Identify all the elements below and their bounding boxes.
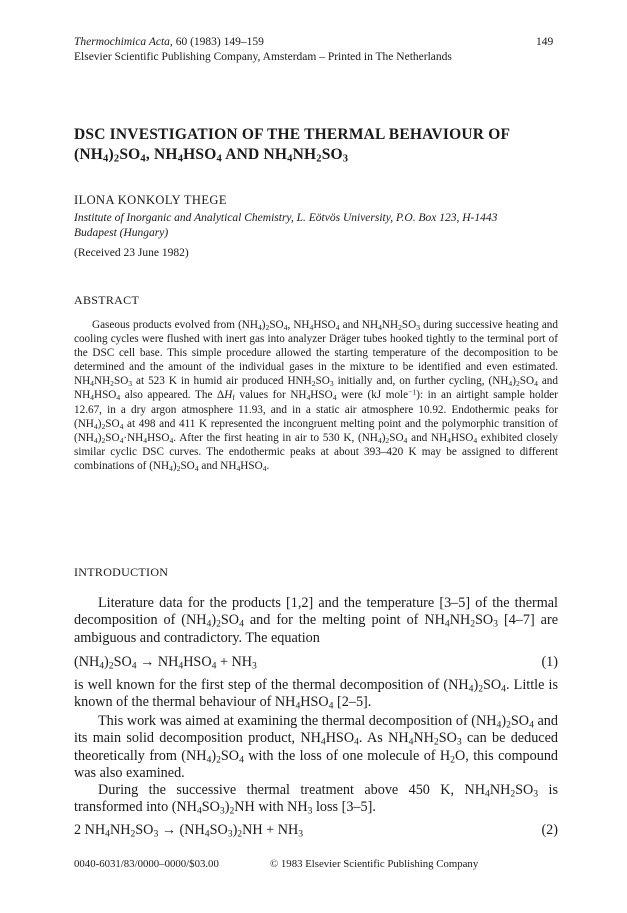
article-title-line-1: DSC INVESTIGATION OF THE THERMAL BEHAVIOUR OF xyxy=(74,126,511,143)
publisher-line: Elsevier Scientific Publishing Company, Amsterdam – Printed in The Netherlands xyxy=(74,51,452,63)
footer-issn-code: 0040-6031/83/0000–0000/$03.00 xyxy=(74,858,219,870)
author-name: ILONA KONKOLY THEGE xyxy=(74,193,227,207)
abstract-body: Gaseous products evolved from $(NH_4)_2SO_4$, $NH_4HSO_4$ and $NH_4NH_2SO_3$ during successive heating and cooling cycles were flushed with inert gas into analyzer Dräger tubes hooked tightly to the terminal port of the DSC cell base. This simple procedure allowed the starting temperature of the decomposition to be determined and the amount of the individual gases in the mixture to be identified and even estimated. $NH_4NH_2SO_3$ at 523 K in humid air produced $HNH_2SO_3$ initially and, on further cycling, $(NH_4)_2SO_4$ and $NH_4HSO_4$ also appeared. The $\Delta H_f$ values for $NH_4HSO_4$ were (kJ mole$^{-1}$): in an airtight sample holder 12.67, in a dry argon atmosphere 11.93, and in a static air atmosphere 10.92. Endothermic peaks for $(NH_4)_2SO_4$ at 498 and 411 K represented the incongruent melting point and the polymorphic transition of $(NH_4)_2SO_4\cdot NH_4HSO_4$. After the first heating in air to 530 K, $(NH_4)_2SO_4$ and $NH_4HSO_4$ exhibited closely similar cyclic DSC curves. The endothermic peaks at about 393–420 K may be assigned to different combinations of $(NH_4)_2SO_4$ and $NH_4HSO_4$. xyxy=(74,319,558,473)
intro-paragraph-3: This work was aimed at examining the thermal decomposition of $(NH_4)_2SO_4$ and its main solid decomposition product, $NH_4HSO_4$. As $NH_4NH_2SO_3$ can be deduced theoretically from $(NH_4)_2SO_4$ with the loss of one molecule of $H_2O$, this compound was also examined. xyxy=(74,713,559,782)
page-number: 149 xyxy=(536,36,554,48)
journal-citation xyxy=(74,35,264,49)
abstract-heading: ABSTRACT xyxy=(74,293,140,307)
equation-1: $(NH_4)_2SO_4 \to NH_4HSO_4 + NH_3$ (1) xyxy=(74,654,558,672)
equation-2: 2 $NH_4NH_2SO_3 \to (NH_4SO_3)_2NH + NH_3$ (2) xyxy=(74,822,558,840)
equation-2-number: (2) xyxy=(541,822,558,838)
intro-paragraph-1: Literature data for the products [1,2] and the temperature [3–5] of the thermal decomposition of $(NH_4)_2SO_4$ and for the melting point of $NH_4NH_2SO_3$ [4–7] are ambiguous and contradictory. The equation xyxy=(74,595,558,646)
footer-copyright: © 1983 Elsevier Scientific Publishing Company xyxy=(270,858,479,870)
article-title-line-2: $(NH_4)_2SO_4$, $NH_4HSO_4$ AND $NH_4NH_2SO_3$ xyxy=(74,146,349,165)
journal-name: Thermochimica Acta, xyxy=(74,36,173,48)
equation-1-number: (1) xyxy=(541,654,558,670)
author-affiliation: Institute of Inorganic and Analytical Chemistry, L. Eötvös University, P.O. Box 123, H-1443 Budapest (Hungary) xyxy=(74,212,498,239)
introduction-heading: INTRODUCTION xyxy=(74,565,169,579)
volume-pages: 60 (1983) 149–159 xyxy=(172,36,264,48)
intro-paragraph-2: is well known for the first step of the thermal decomposition of $(NH_4)_2SO_4$. Little is known of the thermal behaviour of $NH_4HSO_4$ [2–5]. xyxy=(74,677,558,712)
intro-paragraph-4: During the successive thermal treatment above 450 K, $NH_4NH_2SO_3$ is transformed into $(NH_4SO_3)_2NH$ with $NH_3$ loss [3–5]. xyxy=(74,782,558,817)
received-date: (Received 23 June 1982) xyxy=(74,247,189,259)
